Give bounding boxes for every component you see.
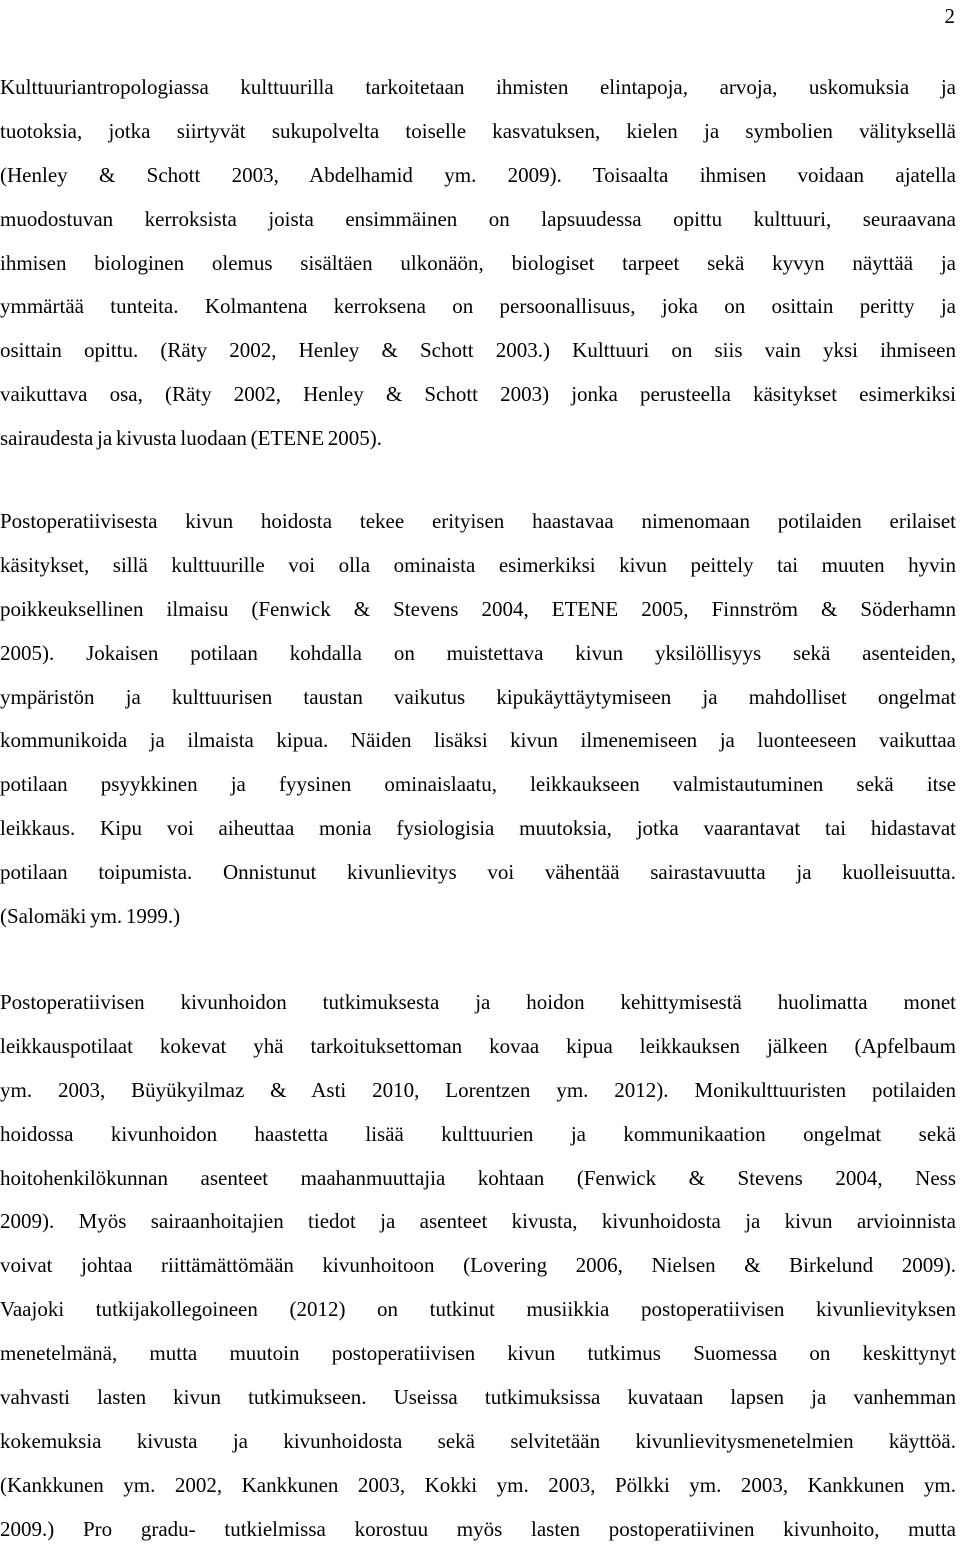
text-line: käsitykset, sillä kulttuurille voi olla ominaista esimerkiksi kivun peittely tai muuten hyvin xyxy=(0,552,956,577)
text-line: potilaan toipumista. Onnistunut kivunlievitys voi vähentää sairastavuutta ja kuolleisuutta. xyxy=(0,860,956,885)
text-line: 2005). Jokaisen potilaan kohdalla on muistettava kivun yksilöllisyys sekä asenteiden, xyxy=(0,640,956,665)
text-line: menetelmänä, mutta muutoin postoperatiivisen kivun tutkimus Suomessa on keskittynyt xyxy=(0,1341,956,1366)
paragraph-culture xyxy=(0,66,956,461)
text-line: hoidossa kivunhoidon haastetta lisää kulttuurien ja kommunikaation ongelmat sekä xyxy=(0,1121,956,1146)
text-line: (Henley & Schott 2003, Abdelhamid ym. 2009). Toisaalta ihmisen voidaan ajatella xyxy=(0,162,956,187)
text-line: ymmärtää tunteita. Kolmantena kerroksena on persoonallisuus, joka on osittain peritty ja xyxy=(0,294,956,319)
text-line: hoitohenkilökunnan asenteet maahanmuuttajia kohtaan (Fenwick & Stevens 2004, Ness xyxy=(0,1165,956,1190)
text-line: muodostuvan kerroksista joista ensimmäinen on lapsuudessa opittu kulttuuri, seuraavana xyxy=(0,206,956,231)
text-line: tuotoksia, jotka siirtyvät sukupolvelta toiselle kasvatuksen, kielen ja symbolien välityksellä xyxy=(0,118,956,143)
text-line: ym. 2003, Büyükyilmaz & Asti 2010, Lorentzen ym. 2012). Monikulttuuristen potilaiden xyxy=(0,1077,956,1102)
text-line: Postoperatiivisesta kivun hoidosta tekee erityisen haastavaa nimenomaan potilaiden erilaiset xyxy=(0,509,956,533)
page-number: 2 xyxy=(944,4,955,28)
text-line: 2009.) Pro gradu- tutkielmissa korostuu myös lasten postoperatiivinen kivunhoito, mutta xyxy=(0,1516,956,1541)
text-line: leikkaus. Kipu voi aiheuttaa monia fysiologisia muutoksia, jotka vaarantavat tai hidastavat xyxy=(0,816,956,841)
text-line: vahvasti lasten kivun tutkimukseen. Useissa tutkimuksissa kuvataan lapsen ja vanhemman xyxy=(0,1385,956,1410)
text-line: ihmisen biologinen olemus sisältäen ulkonäön, biologiset tarpeet sekä kyvyn näyttää ja xyxy=(0,250,956,275)
text-line: kokemuksia kivusta ja kivunhoidosta sekä selvitetään kivunlievitysmenetelmien käyttöä. xyxy=(0,1428,956,1453)
text-line: 2009). Myös sairaanhoitajien tiedot ja asenteet kivusta, kivunhoidosta ja kivun arvioinnista xyxy=(0,1209,956,1234)
text-line: Vaajoki tutkijakollegoineen (2012) on tutkinut musiikkia postoperatiivisen kivunlievityksen xyxy=(0,1297,956,1322)
text-line: Postoperatiivisen kivunhoidon tutkimuksesta ja hoidon kehittymisestä huolimatta monet xyxy=(0,990,956,1014)
text-line: osittain opittu. (Räty 2002, Henley & Schott 2003.) Kulttuuri on siis vain yksi ihmiseen xyxy=(0,338,956,363)
text-line: (Salomäki ym. 1999.) xyxy=(0,904,181,929)
text-line: leikkauspotilaat kokevat yhä tarkoituksettoman kovaa kipua leikkauksen jälkeen (Apfelbaum xyxy=(0,1033,956,1058)
text-line: poikkeuksellinen ilmaisu (Fenwick & Stevens 2004, ETENE 2005, Finnström & Söderhamn xyxy=(0,596,956,621)
text-line: voivat johtaa riittämättömään kivunhoitoon (Lovering 2006, Nielsen & Birkelund 2009). xyxy=(0,1253,956,1278)
text-line: sairaudesta ja kivusta luodaan (ETENE 2005). xyxy=(0,426,383,451)
paragraph-pain-research xyxy=(0,981,956,1552)
text-line: ympäristön ja kulttuurisen taustan vaikutus kipukäyttäytymiseen ja mahdolliset ongelmat xyxy=(0,684,956,709)
text-line: vaikuttava osa, (Räty 2002, Henley & Schott 2003) jonka perusteella käsitykset esimerkiksi xyxy=(0,382,956,407)
text-line: potilaan psyykkinen ja fyysinen ominaislaatu, leikkaukseen valmistautuminen sekä itse xyxy=(0,772,956,797)
text-line: (Kankkunen ym. 2002, Kankkunen 2003, Kokki ym. 2003, Pölkki ym. 2003, Kankkunen ym. xyxy=(0,1472,956,1497)
paragraph-postoperative-pain xyxy=(0,500,956,939)
text-line: Kulttuuriantropologiassa kulttuurilla tarkoitetaan ihmisten elintapoja, arvoja, uskomuksia ja xyxy=(0,75,956,99)
text-line: kommunikoida ja ilmaista kipua. Näiden lisäksi kivun ilmenemiseen ja luonteeseen vaikuttaa xyxy=(0,728,956,753)
